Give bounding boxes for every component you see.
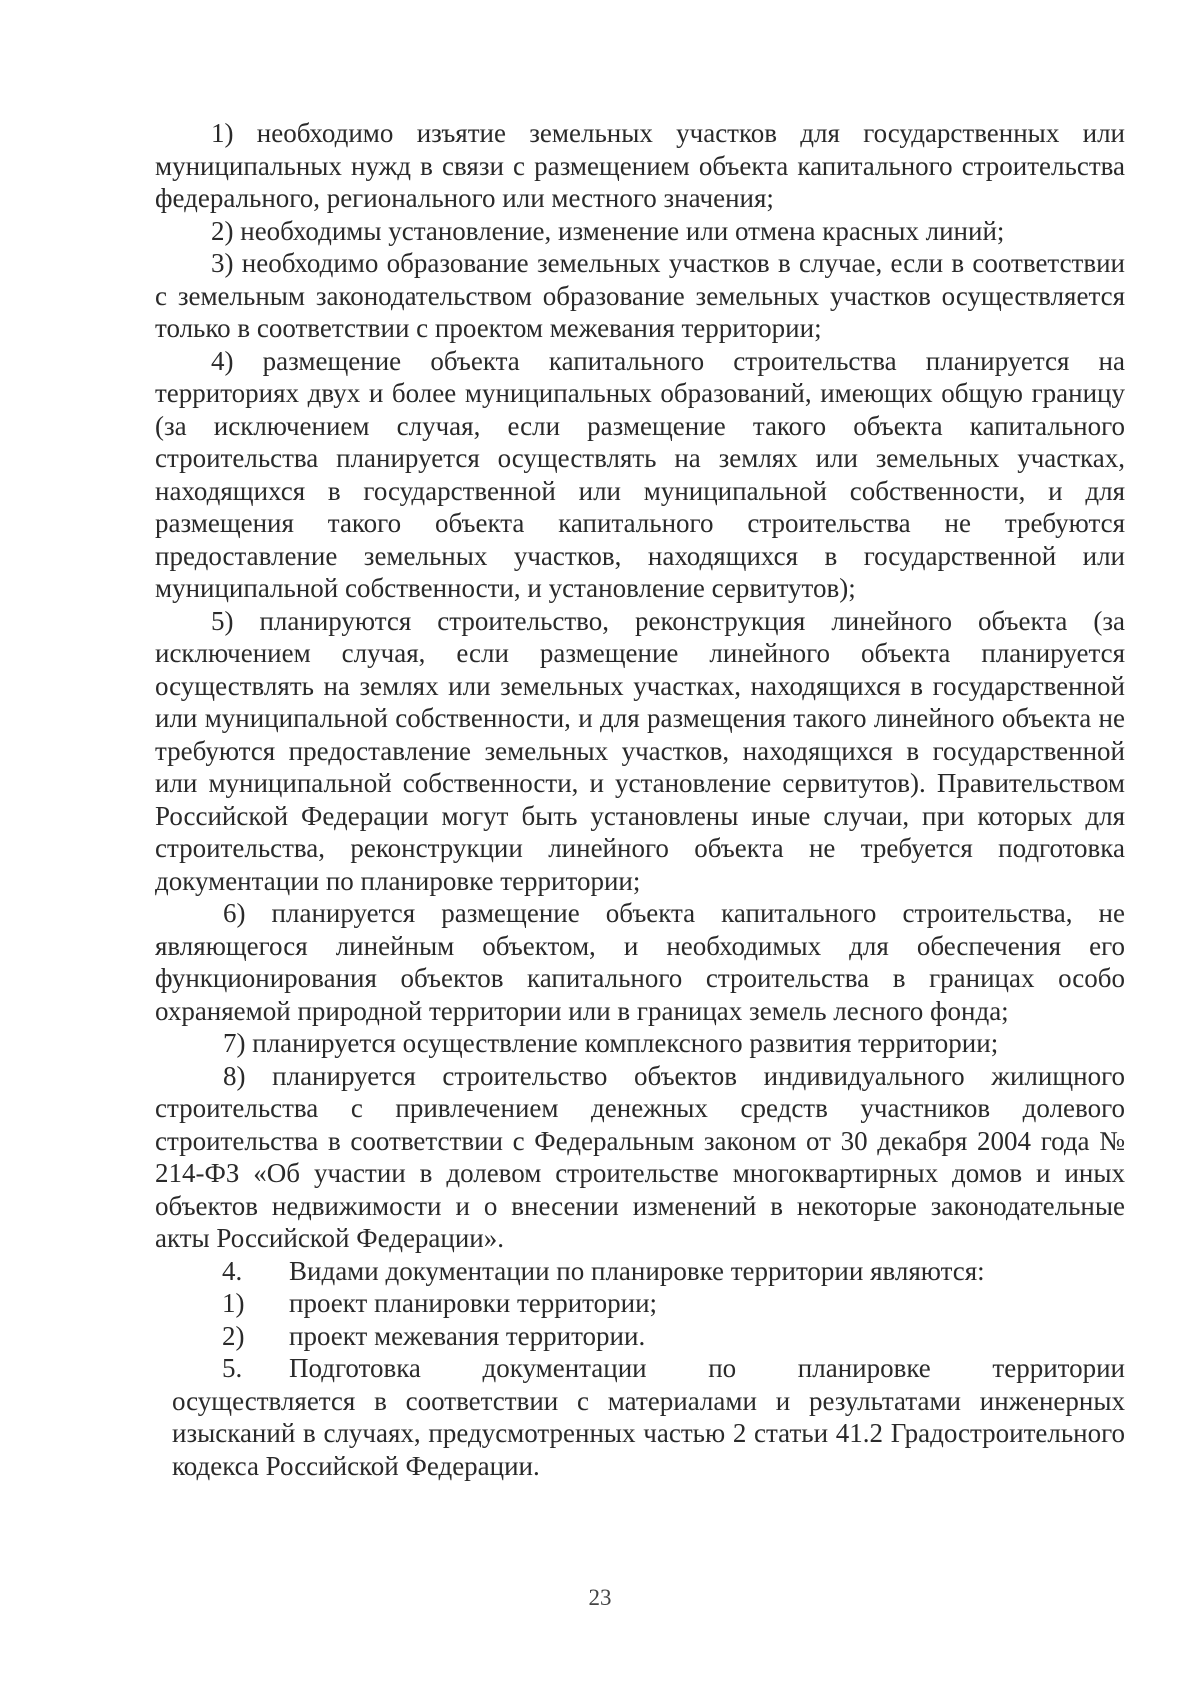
section-5-heading [172,1352,1125,1385]
paragraph-item-6: 6) планируется размещение объекта капитального строительства, не являющегося линейным объектом, и необходимых для обеспечения его функционирования объектов капитального строительства в границах особо охраняемой природной территории или в границах земель лесного фонда; [155,898,1125,1026]
section-4-text: Видами документации по планировке территории являются: [289,1255,985,1286]
section-5-head-text: Подготовка документации по планировке территории [289,1353,1125,1383]
list-item-text: проект планировки территории; [289,1288,658,1318]
page-number: 23 [588,1585,612,1610]
paragraph-item-8: 8) планируется строительство объектов индивидуального жилищного строительства с привлечением денежных средств участников долевого строительства в соответствии с Федеральным законом от 30 декабря 2004 года № 214-ФЗ «Об участии в долевом строительстве многоквартирных домов и иных объектов недвижимости и о внесении изменений в некоторые законодательные акты Российской Федерации». [155,1060,1125,1253]
document-body [155,117,1125,1482]
section-4-number: 4. [222,1255,243,1286]
paragraph-item-2: 2) необходимы установление, изменение или отмена красных линий; [211,215,1005,246]
section-5-body: осуществляется в соответствии с материалами и результатами инженерных изысканий в случаях, предусмотренных частью 2 статьи 41.2 Градостроительного кодекса Российской Федерации. [172,1385,1125,1481]
paragraph-item-4: 4) размещение объекта капитального строительства планируется на территориях двух и более муниципальных образований, имеющих общую границу (за исключением случая, если размещение такого объекта капитального строительства планируется осуществлять на землях или земельных участках, находящихся в государственной или муниципальной собственности, и для размещения такого объекта капитального строительства не требуются предоставление земельных участков, находящихся в государственной или муниципальной собственности, и установление сервитутов); [155,345,1125,603]
section-4-heading [155,1255,1125,1288]
paragraph-item-1: 1) необходимо изъятие земельных участков для государственных или муниципальных нужд в связи с размещением объекта капитального строительства федерального, регионального или местного значения; [155,118,1125,213]
section-5 [155,1352,1125,1482]
section-5-number: 5. [222,1353,243,1383]
list-item [155,1287,1125,1320]
list-item-text: проект межевания территории. [289,1320,646,1351]
paragraph-item-3: 3) необходимо образование земельных участков в случае, если в соответствии с земельным законодательством образование земельных участков осуществляется только в соответствии с проектом межевания территории; [155,248,1125,343]
list-item [155,1320,1125,1353]
list-item-number: 1) [222,1288,245,1318]
list-item-number: 2) [222,1320,245,1351]
paragraph-item-7: 7) планируется осуществление комплексного развития территории; [223,1028,999,1058]
paragraph-item-5: 5) планируются строительство, реконструкция линейного объекта (за исключением случая, если размещение линейного объекта планируется осуществлять на землях или земельных участках, находящихся в государственной или муниципальной собственности, и для размещения такого линейного объекта не требуются предоставление земельных участков, находящихся в государственной или муниципальной собственности, и установление сервитутов). Правительством Российской Федерации могут быть установлены иные случаи, при которых для строительства, реконструкции линейного объекта не требуется подготовка документации по планировке территории; [155,605,1125,896]
